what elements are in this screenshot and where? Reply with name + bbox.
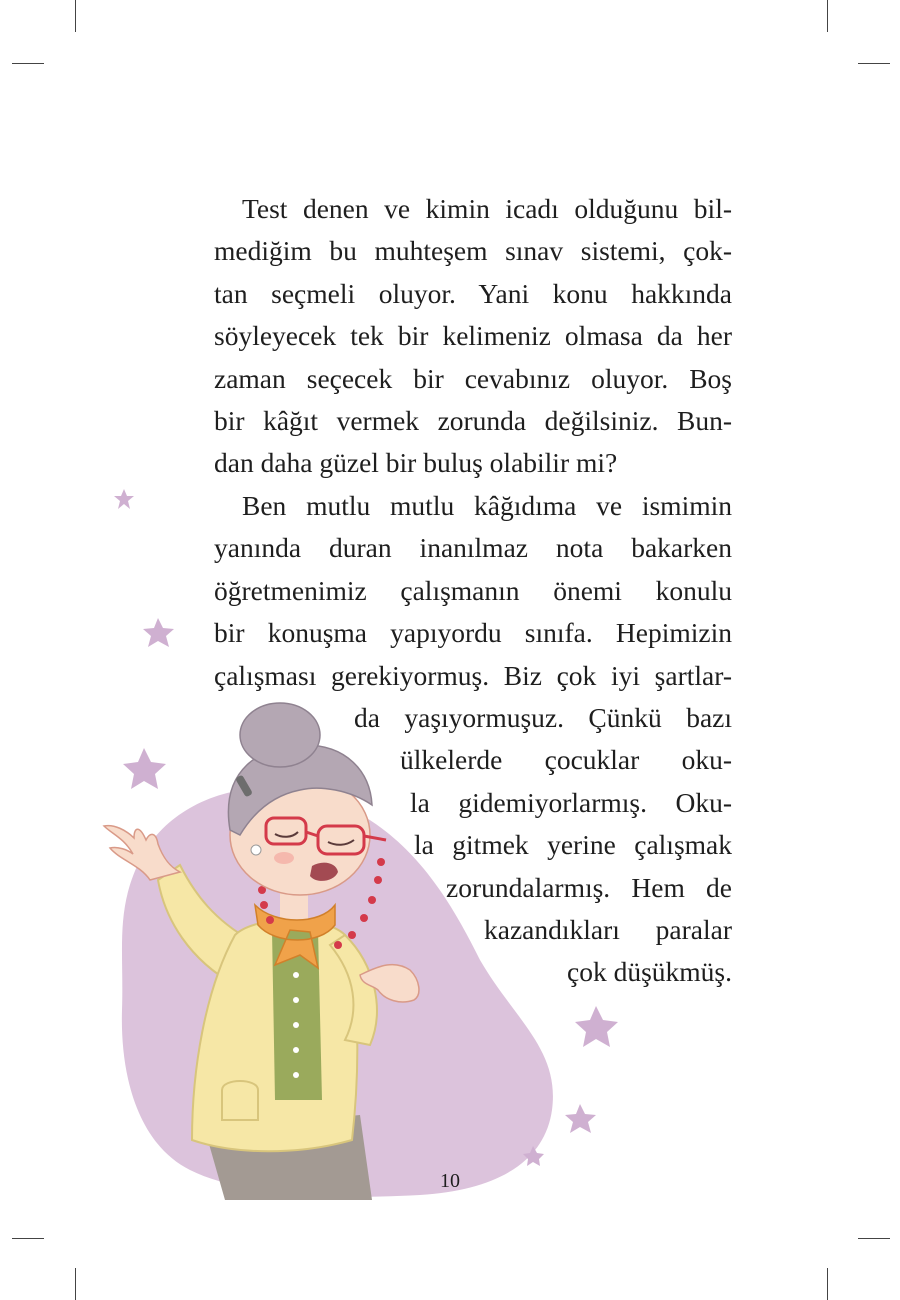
text-line: la gidemiyorlarmış. Oku-	[410, 786, 732, 818]
paragraph-1	[214, 188, 732, 485]
star-icon	[114, 489, 134, 509]
text-line: öğretmenimiz çalışmanın önemi konulu	[214, 574, 732, 606]
text-line: da yaşıyormuşuz. Çünkü bazı	[354, 701, 732, 733]
text-line: çalışması gerekiyormuş. Biz çok iyi şartlar-	[214, 659, 732, 691]
text-line: zaman seçecek bir cevabınız oluyor. Boş	[214, 362, 732, 394]
text-line: ülkelerde çocuklar oku-	[400, 744, 732, 776]
text-line: la gitmek yerine çalışmak	[414, 829, 732, 861]
text-line: bir kâğıt vermek zorunda değilsiniz. Bun-	[214, 404, 732, 436]
text-line: Test denen ve kimin icadı olduğunu bil-	[242, 193, 732, 224]
star-icon	[565, 1104, 596, 1133]
star-icon	[575, 1006, 618, 1047]
text-line: söyleyecek tek bir kelimeniz olmasa da her	[214, 320, 732, 352]
paragraph-2	[214, 485, 732, 994]
text-line: tan seçmeli oluyor. Yani konu hakkında	[214, 277, 732, 309]
star-icon	[143, 618, 174, 647]
text-line: bir konuşma yapıyordu sınıfa. Hepimizin	[214, 617, 732, 649]
text-line: yanında duran inanılmaz nota bakarken	[214, 532, 732, 564]
page-number: 10	[440, 1170, 460, 1192]
text-line: çok düşükmüş.	[567, 956, 732, 988]
text-line: Ben mutlu mutlu kâğıdıma ve ismimin	[242, 490, 732, 521]
text-line: dan daha güzel bir buluş olabilir mi?	[214, 447, 618, 479]
text-line: zorundalarmış. Hem de	[446, 871, 732, 903]
text-line: mediğim bu muhteşem sınav sistemi, çok-	[214, 235, 732, 267]
text-line: kazandıkları paralar	[484, 913, 732, 945]
star-icon	[123, 748, 166, 789]
